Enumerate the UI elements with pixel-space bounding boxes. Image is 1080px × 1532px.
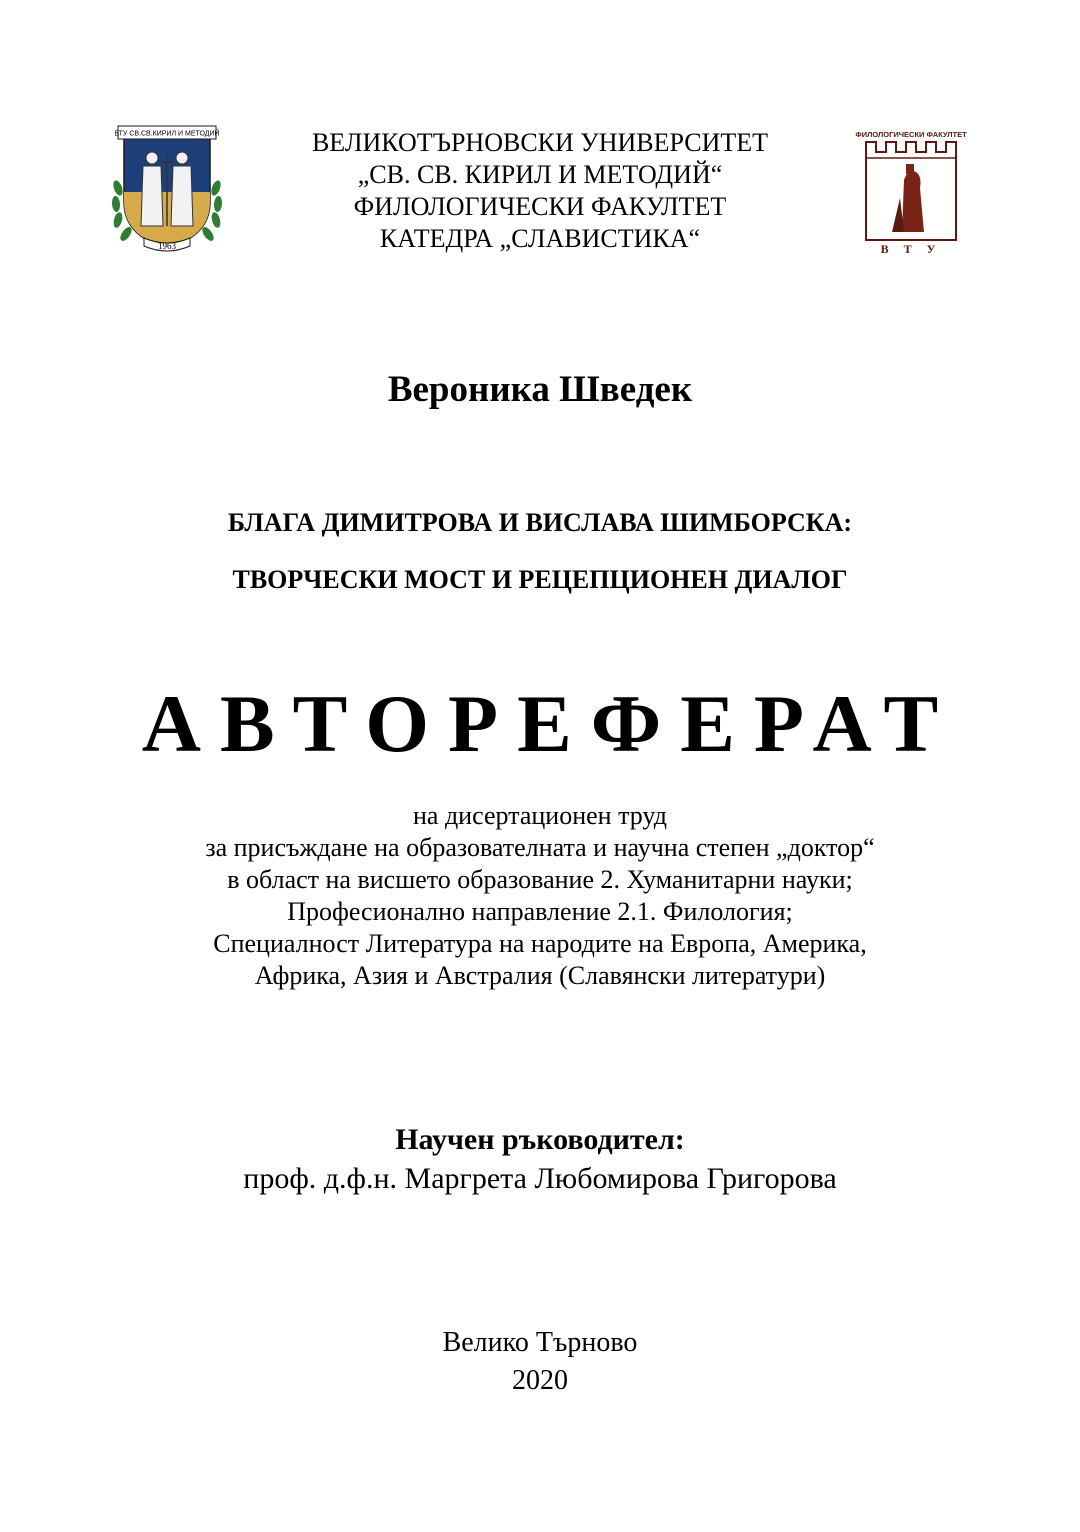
seal-year-text: 1963 [158, 241, 176, 251]
publication-city: Велико Търново [442, 1327, 638, 1358]
description-line: в област на висшето образование 2. Хуманитарни науки; [227, 865, 853, 894]
document-type-heading: АВТОРЕФЕРАТ [141, 678, 958, 769]
emblem-top-text: ФИЛОЛОГИЧЕСКИ ФАКУЛТЕТ [855, 130, 967, 139]
faculty-emblem-icon [855, 128, 967, 256]
publication-year: 2020 [512, 1365, 568, 1396]
thesis-title-line-2: ТВОРЧЕСКИ МОСТ И РЕЦЕПЦИОНЕН ДИАЛОГ [232, 565, 848, 594]
thesis-title-line-1: БЛАГА ДИМИТРОВА И ВИСЛАВА ШИМБОРСКА: [227, 508, 853, 537]
supervisor-heading: Научен ръководител: [395, 1123, 685, 1156]
author-name: Вероника Шведек [387, 369, 693, 410]
faculty-line: ФИЛОЛОГИЧЕСКИ ФАКУЛТЕТ [353, 192, 727, 221]
university-patron-line: „СВ. СВ. КИРИЛ И МЕТОДИЙ“ [357, 160, 723, 189]
university-name-line: ВЕЛИКОТЪРНОВСКИ УНИВЕРСИТЕТ [311, 128, 769, 157]
description-line: за присъждане на образователната и научна степен „доктор“ [205, 833, 875, 862]
description-line: Африка, Азия и Австралия (Славянски литератури) [254, 961, 826, 990]
description-line: Професионално направление 2.1. Филология; [287, 897, 793, 926]
supervisor-name: проф. д.ф.н. Маргрета Любомирова Григорова [243, 1162, 837, 1195]
seal-ribbon-text: ВТУ СВ.СВ.КИРИЛ И МЕТОДИЙ [114, 130, 220, 138]
dissertation-description [0, 800, 1080, 992]
emblem-bottom-text: В Т У [880, 242, 942, 256]
description-line: Специалност Литература на народите на Европа, Америка, [213, 929, 867, 958]
department-line: КАТЕДРА „СЛАВИСТИКА“ [379, 224, 701, 253]
description-line: на дисертационен труд [413, 801, 667, 830]
